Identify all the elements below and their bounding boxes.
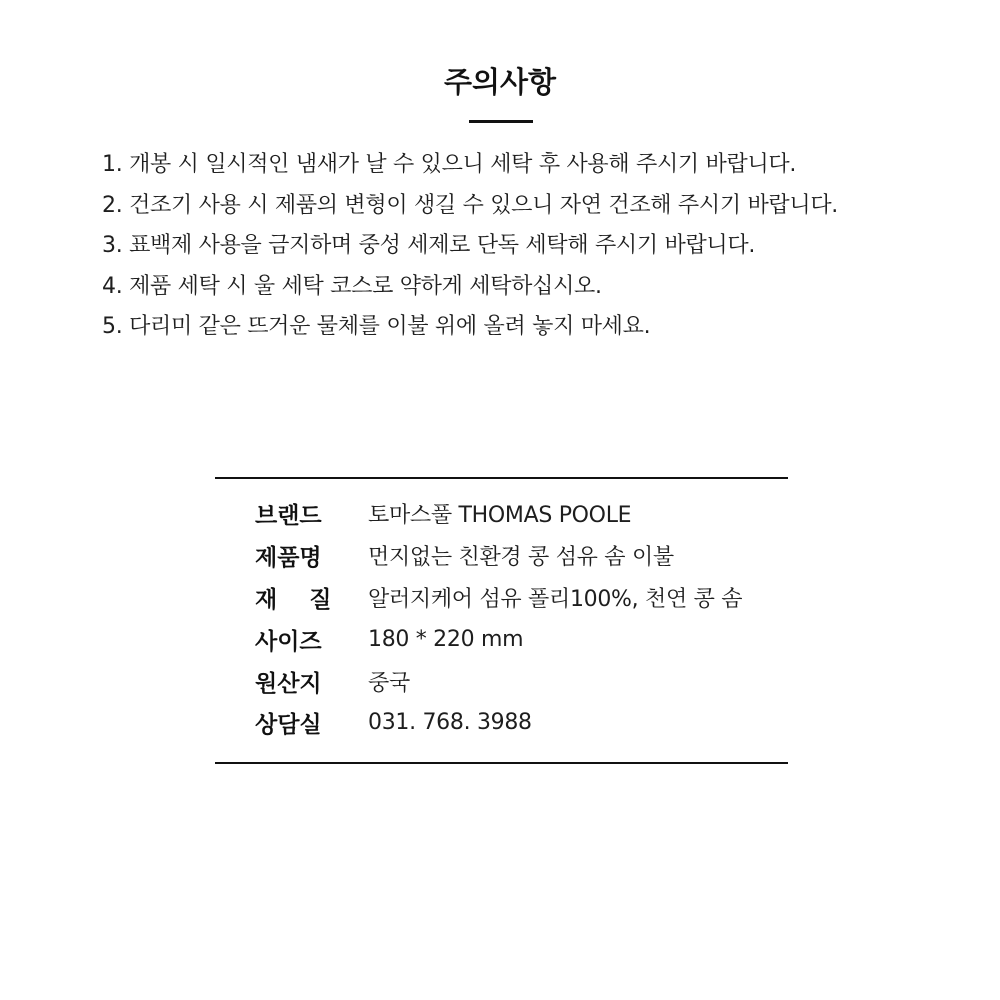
- notice-item: 4. 제품 세탁 시 울 세탁 코스로 약하게 세탁하십시오.: [102, 273, 602, 299]
- spec-label: 사이즈: [255, 628, 322, 655]
- page-title: 주의사항: [443, 65, 557, 99]
- spec-label: 브랜드: [255, 503, 322, 530]
- spec-value: 180 * 220 mm: [368, 626, 524, 652]
- notice-item: 3. 표백제 사용을 금지하며 중성 세제로 단독 세탁해 주시기 바랍니다.: [102, 233, 756, 258]
- spec-table-bottom-divider: [215, 762, 788, 764]
- spec-row-origin: [255, 660, 742, 702]
- spec-value: 알러지케어 섬유 폴리100%, 천연 콩 솜: [368, 586, 743, 612]
- spec-row-material: [255, 577, 742, 619]
- title-underline: [469, 120, 533, 123]
- spec-label: 제품명: [255, 545, 322, 572]
- spec-label: 재 질: [255, 586, 332, 613]
- notice-item: 2. 건조기 사용 시 제품의 변형이 생길 수 있으니 자연 건조해 주시기 바랍니다.: [102, 192, 838, 218]
- spec-table: [255, 493, 742, 744]
- spec-table-top-divider: [215, 477, 788, 479]
- spec-row-product-name: [255, 535, 742, 577]
- spec-value: 먼지없는 친환경 콩 섬유 솜 이불: [368, 545, 674, 571]
- notice-item: 5. 다리미 같은 뜨거운 물체를 이불 위에 올려 놓지 마세요.: [102, 314, 651, 339]
- notice-item: 1. 개봉 시 일시적인 냄새가 날 수 있으니 세탁 후 사용해 주시기 바랍니다.: [102, 152, 797, 177]
- spec-row-size: [255, 618, 742, 660]
- spec-value: 031. 768. 3988: [368, 710, 532, 736]
- spec-label: 상담실: [255, 712, 322, 739]
- spec-value: 중국: [368, 670, 410, 696]
- spec-row-customer-service: [255, 702, 742, 744]
- spec-value: 토마스풀 THOMAS POOLE: [368, 503, 632, 529]
- spec-label: 원산지: [255, 670, 322, 697]
- spec-row-brand: [255, 493, 742, 535]
- notice-list: [102, 145, 838, 348]
